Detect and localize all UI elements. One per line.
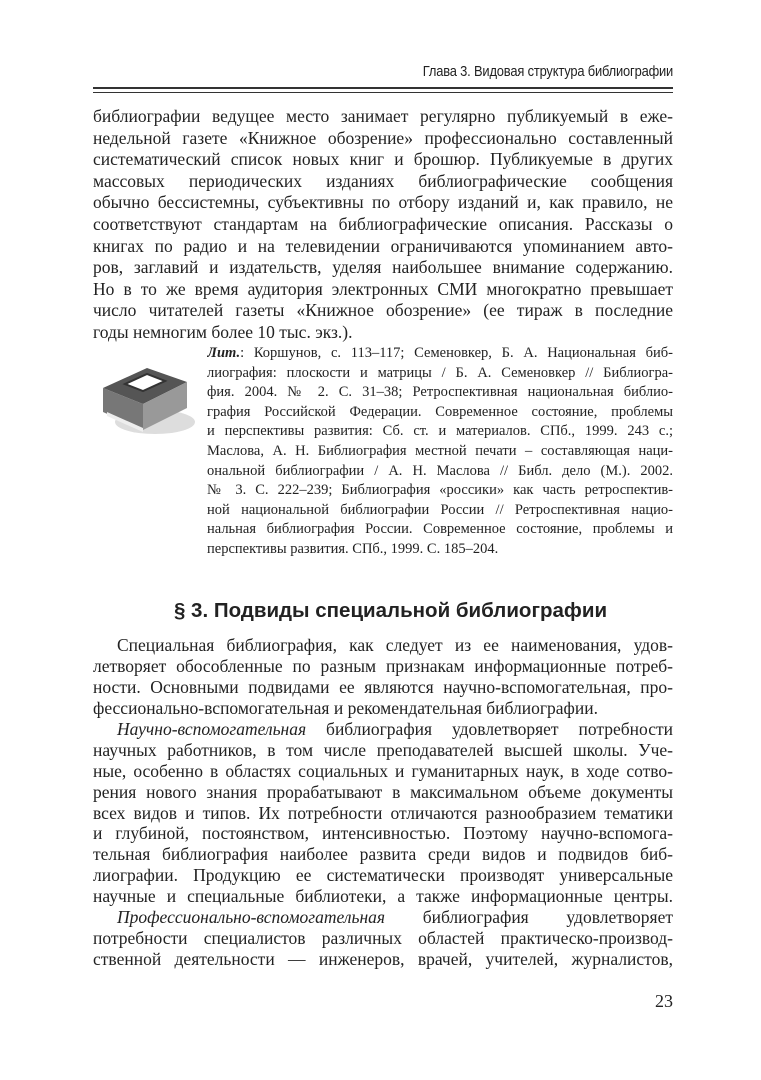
text-line: ственной деятельности — инженеров, врачей, учителей, журналистов, [93, 948, 673, 969]
text-line: соответствуют стандартам на библиографические описания. Рассказы о [93, 213, 673, 234]
text-line: всех видов и типов. Их потребности отличаются разнообразием тематики [93, 802, 673, 823]
text-line: ной национальной библиографии России // Ретроспективная нацио- [207, 501, 673, 518]
paragraph-1 [93, 106, 673, 344]
text-line: Но в то же время аудитория электронных СМИ многократно превышает [93, 278, 673, 299]
text-line: Маслова, А. Н. Библиография местной печати – составляющая наци- [207, 442, 673, 459]
header-rule-thin [93, 92, 673, 93]
text-line: лиографии. Продукцию ее систематически производят универсальные [93, 865, 673, 886]
text-line: и перспективы развития: Сб. ст. и материалов. СПб., 1999. 243 с.; [207, 423, 673, 440]
literature-block: Лит.: Коршунов, с. 113–117; Семеновкер, Б. А. Национальная биб- лиография: плоскости и матрицы / Б. А. Семеновкер // Библиогра- фия. 2004. № 2. С. 31–38; Ретроспективная национальная библио- графия Российской Федерации. Современное состояние, проблемы и перспективы развития: Сб. ст. и материалов. СПб., 1999. 243 с.; Маслова, А. Н. Библиография местной печати – составляющая наци- ональной библиографии / А. Н. Маслова // Библ. дело (М.). 2002. № 3. С. 222–239; Библиография «россики» как часть ретроспектив- ной национальной библиографии России // Ретроспективная нацио- нальная библиография России. Современное состояние, проблемы и перспективы развития. СПб., 1999. С. 185–204. [207, 344, 673, 560]
text-line: недельной газете «Книжное обозрение» профессионально составленный [93, 127, 673, 148]
paragraph-3: Научно-вспомогательная библиография удовлетворяет потребности научных работников, в том числе преподавателей высшей школы. Уче- ные, особенно в областях социальных и гуманитарных наук, в ходе сотво- рения нового знания прорабатывают в максимальном объеме документы всех видов и типов. Их потребности отличаются разнообразием тематики и глубиной, постоянством, интенсивностью. Поэтому научно-вспомога- тельная библиография наиболее развита среди видов и подвидов биб- лиографии. Продукцию ее систематически производят универсальные научные и специальные библиотеки, а также информационные центры. [93, 719, 673, 907]
text-line: ные, особенно в областях социальных и гуманитарных наук, в ходе сотво- [93, 760, 673, 781]
text-line: потребности специалистов различных областей практическо-производ- [93, 927, 673, 948]
text-line: № 3. С. 222–239; Библиография «россики» как часть ретроспектив- [207, 482, 673, 499]
text-line: ров, заглавий и издательств, уделяя наибольшее внимание содержанию. [93, 257, 673, 278]
paragraph-4: Профессионально-вспомогательная библиография удовлетворяет потребности специалистов различных областей практическо-производ- ственной деятельности — инженеров, врачей, учителей, журналистов, [93, 907, 673, 969]
text-line: ональной библиографии / А. Н. Маслова // Библ. дело (М.). 2002. [207, 462, 673, 479]
paragraph-2 [93, 635, 673, 719]
book-icon [95, 360, 195, 445]
text-line: графия Российской Федерации. Современное состояние, проблемы [207, 403, 673, 420]
text-line: обычно бессистемны, субъективны по отбору изданий и, как правило, не [93, 192, 673, 213]
text-line: систематический список новых книг и брошюр. Публикуемые в других [93, 149, 673, 170]
text-line: научных работников, в том числе преподавателей высшей школы. Уче- [93, 739, 673, 760]
literature-label: Лит. [207, 345, 241, 361]
running-header: Глава 3. Видовая структура библиографии [422, 63, 673, 80]
text-line: рения нового знания прорабатывают в максимальном объеме документы [93, 781, 673, 802]
text-line: массовых периодических изданиях библиографические сообщения [93, 170, 673, 191]
text-line: годы немногим более 10 тыс. экз.). [93, 321, 353, 342]
text-line: летворяет обособленные по разным признакам информационные потреб- [93, 655, 673, 676]
text-line: Специальная библиография, как следует из ее наименования, удов- [117, 635, 673, 655]
text-line: ности. Основными подвидами ее являются научно-вспомогательная, про- [93, 676, 673, 697]
text-line: фия. 2004. № 2. С. 31–38; Ретроспективная национальная библио- [207, 384, 673, 401]
text-line: число читателей газеты «Книжное обозрение» (ее тираж в последние [93, 300, 673, 321]
text-line: библиографии ведущее место занимает регулярно публикуемый в еже- [93, 106, 673, 126]
text-line: научные и специальные библиотеки, а также информационные центры. [93, 886, 673, 907]
text-line: нальная библиография России. Современное состояние, проблемы и [207, 521, 673, 538]
text-line: фессионально-вспомогательная и рекомендательная библиографии. [93, 697, 598, 718]
text-line: лиография: плоскости и матрицы / Б. А. Семеновкер // Библиогра- [207, 364, 673, 381]
header-rule [93, 87, 673, 89]
text-line: перспективы развития. СПб., 1999. С. 185–204. [207, 540, 499, 557]
text-line: тельная библиография наиболее развита среди видов и подвидов биб- [93, 844, 673, 865]
text-line: и глубиной, постоянством, интенсивностью. Поэтому научно-вспомога- [93, 823, 673, 844]
page-number: 23 [655, 991, 673, 1011]
text-line: книгах по радио и на телевидении ограничиваются упоминанием авто- [93, 235, 673, 256]
section-heading: § 3. Подвиды специальной библиографии [173, 599, 608, 622]
